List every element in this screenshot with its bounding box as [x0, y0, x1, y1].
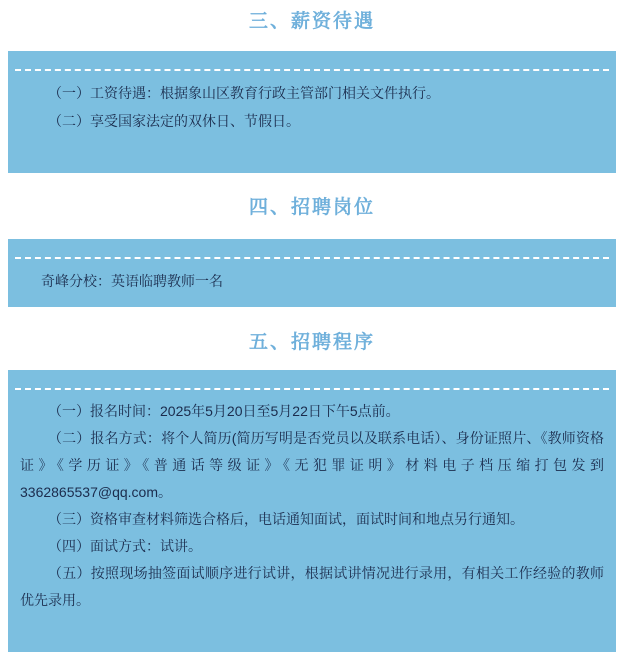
paragraph: （二）享受国家法定的双休日、节假日。	[48, 113, 300, 129]
dashed-divider	[15, 388, 609, 390]
paragraph: （四）面试方式：试讲。	[48, 538, 202, 554]
section-title-salary: 三、薪资待遇	[248, 11, 375, 32]
paragraph: （一）报名时间：2025年5月20日至5月22日下午5点前。	[48, 403, 400, 419]
dashed-divider	[15, 69, 609, 71]
paragraph: （二）报名方式：将个人简历(简历写明是否党员以及联系电话）、身份证照片、《教师资格证》《学历证》《普通话等级证》《无犯罪证明》材料电子档压缩打包发到3362865537@qq.com。	[20, 430, 604, 500]
positions-box	[8, 239, 616, 307]
section-title-positions: 四、招聘岗位	[248, 197, 375, 218]
paragraph: （一）工资待遇：根据象山区教育行政主管部门相关文件执行。	[48, 85, 440, 101]
paragraph: （五）按照现场抽签面试顺序进行试讲，根据试讲情况进行录用，有相关工作经验的教师优先录用。	[20, 565, 604, 608]
paragraph: （三）资格审查材料筛选合格后，电话通知面试，面试时间和地点另行通知。	[48, 511, 524, 527]
dashed-divider	[15, 257, 609, 259]
procedure-box	[8, 370, 616, 652]
salary-box	[8, 51, 616, 173]
section-title-procedure: 五、招聘程序	[248, 332, 375, 353]
paragraph: 奇峰分校：英语临聘教师一名	[41, 273, 223, 289]
